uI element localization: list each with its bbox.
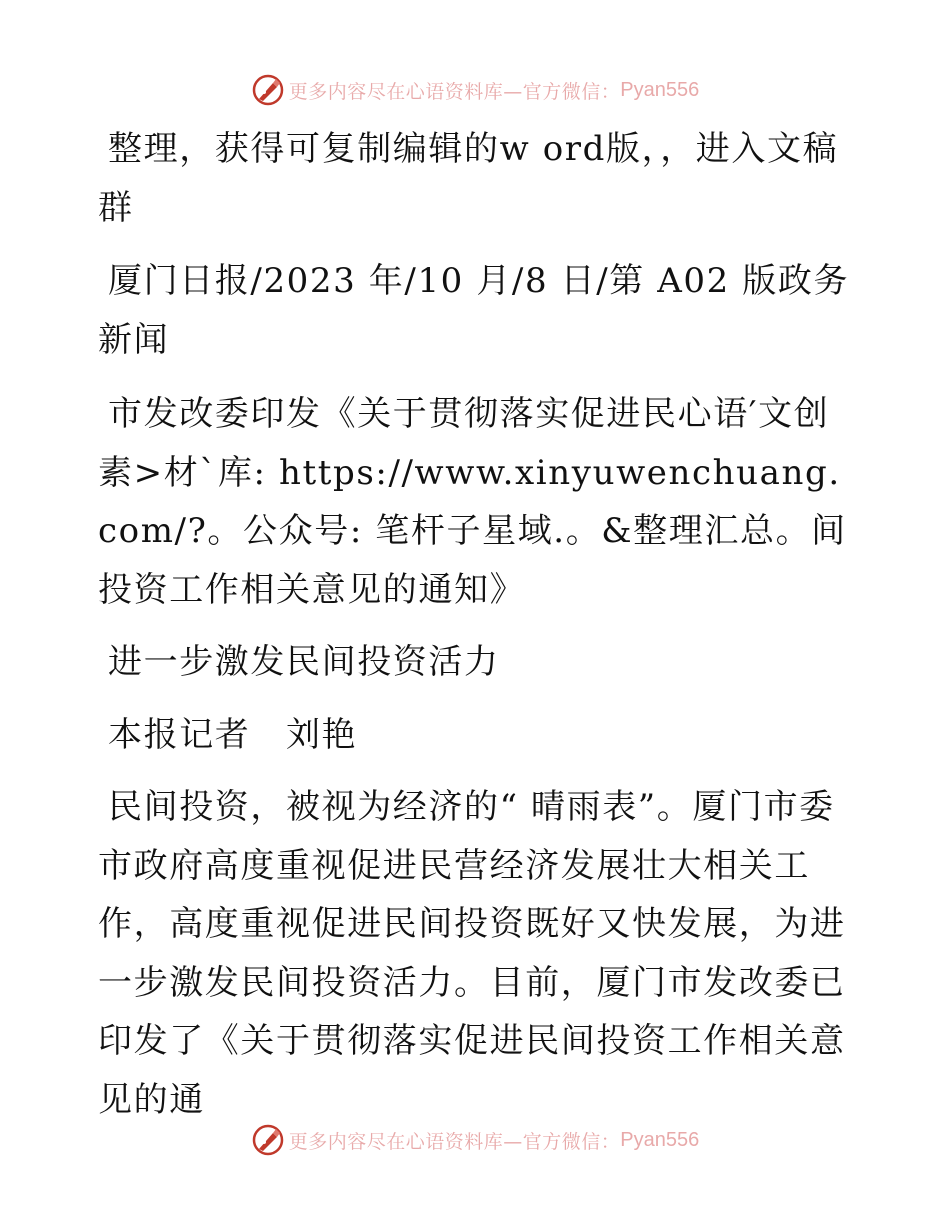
- article-body: [98, 120, 850, 1129]
- banner-wechat-id: Pyan556: [620, 1128, 700, 1151]
- banner-text: 更多内容尽在心语资料库—官方微信：: [288, 80, 621, 103]
- paragraph-intro: 整理，获得可复制编辑的w ord版，，进入文稿群: [98, 129, 839, 228]
- pen-logo-icon: [251, 1123, 285, 1157]
- paragraph-source: 厦门日报/2023 年/10 月/8 日/第 A02 版政务新闻: [98, 261, 850, 360]
- banner-text: 更多内容尽在心语资料库—官方微信：: [288, 1130, 621, 1153]
- paragraph-byline: 本报记者 刘艳: [108, 714, 358, 755]
- paragraph-title: 市发改委印发《关于贯彻落实促进民心语′文创素>材`库: https://www.xinyuwenchuang.com/?。公众号: 笔杆子星域.。&整理汇总。间投资工作相关意见的通知》: [98, 394, 847, 610]
- banner-wechat-id: Pyan556: [620, 78, 700, 101]
- header-banner: [0, 70, 950, 110]
- paragraph-subtitle: 进一步激发民间投资活力: [108, 642, 500, 682]
- paragraph-body: 民间投资，被视为经济的“ 晴雨表”。厦门市委市政府高度重视促进民营经济发展壮大相关工作，高度重视促进民间投资既好又快发展，为进一步激发民间投资活力。目前，厦门市发改委已印发了《关于贯彻落实促进民间投资工作相关意见的通: [98, 787, 846, 1120]
- pen-logo-icon: [251, 73, 285, 107]
- footer-banner: [0, 1120, 950, 1160]
